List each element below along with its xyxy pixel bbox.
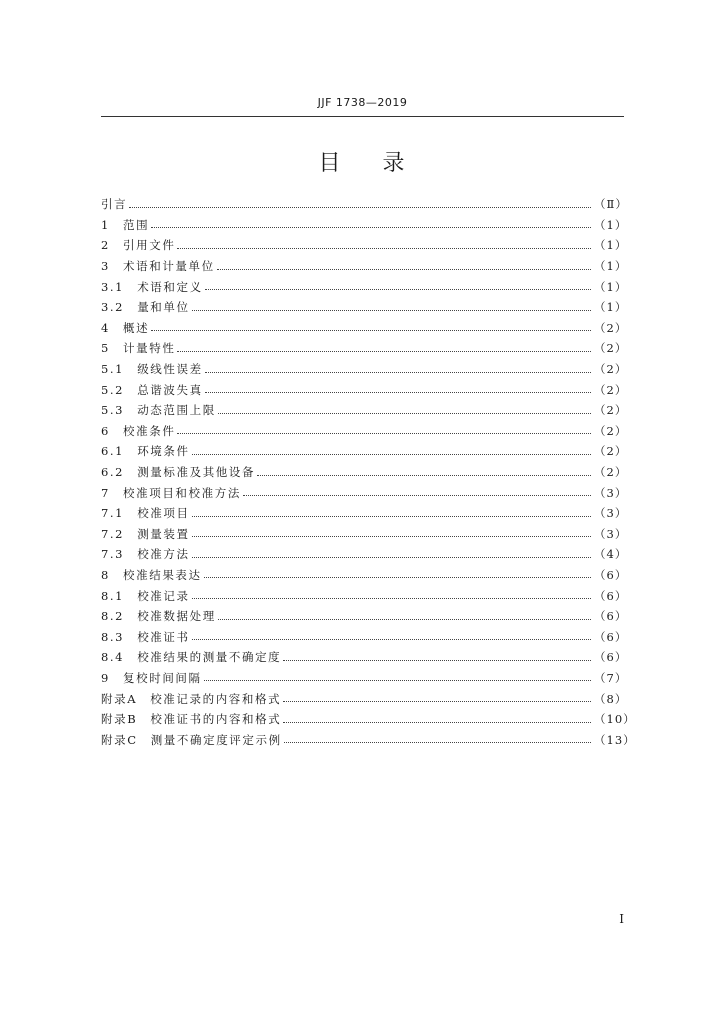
toc-dot-leader — [192, 310, 591, 311]
toc-entry-page: （2） — [594, 403, 628, 418]
toc-dot-leader — [204, 577, 591, 578]
toc-entry-page: （2） — [594, 382, 628, 397]
toc-entry-label: 附录B 校准证书的内容和格式 — [101, 712, 282, 727]
toc-entry-page: （2） — [594, 423, 628, 438]
toc-entry-label: 5 计量特性 — [101, 341, 176, 356]
toc-entry-label: 5.1 级线性误差 — [101, 362, 203, 377]
toc-entry-label: 8.3 校准证书 — [101, 629, 190, 644]
toc-dot-leader — [257, 475, 591, 476]
toc-entry[interactable] — [101, 359, 628, 380]
toc-entry-label: 3 术语和计量单位 — [101, 259, 215, 274]
toc-entry[interactable] — [101, 524, 628, 545]
toc-entry[interactable] — [101, 606, 628, 627]
toc-entry[interactable] — [101, 544, 628, 565]
toc-dot-leader — [283, 722, 591, 723]
toc-entry[interactable] — [101, 256, 628, 277]
toc-entry-label: 6 校准条件 — [101, 423, 176, 438]
page-title — [101, 146, 624, 177]
toc-dot-leader — [205, 372, 591, 373]
toc-entry-label: 8.2 校准数据处理 — [101, 609, 216, 624]
toc-dot-leader — [177, 351, 591, 352]
toc-entry[interactable] — [101, 729, 636, 750]
toc-entry[interactable] — [101, 482, 628, 503]
toc-entry-label: 2 引用文件 — [101, 238, 176, 253]
toc-entry-page: （2） — [594, 444, 628, 459]
toc-entry-page: （1） — [594, 217, 628, 232]
header-divider — [101, 116, 624, 117]
toc-entry-page: （4） — [594, 547, 628, 562]
title-char-left: 目 — [318, 151, 343, 176]
toc-dot-leader — [204, 680, 591, 681]
toc-entry-page: （6） — [594, 588, 628, 603]
toc-entry-page: （2） — [594, 320, 628, 335]
table-of-contents — [101, 194, 636, 750]
toc-entry-label: 1 范围 — [101, 217, 150, 232]
toc-entry[interactable] — [101, 441, 628, 462]
toc-entry[interactable] — [101, 235, 628, 256]
toc-entry-label: 4 概述 — [101, 320, 150, 335]
toc-entry-label: 附录A 校准记录的内容和格式 — [101, 691, 282, 706]
toc-entry[interactable] — [101, 318, 628, 339]
toc-entry[interactable] — [101, 276, 628, 297]
toc-dot-leader — [218, 619, 591, 620]
toc-dot-leader — [177, 433, 591, 434]
toc-dot-leader — [129, 207, 591, 208]
toc-entry[interactable] — [101, 379, 628, 400]
toc-dot-leader — [192, 536, 591, 537]
toc-dot-leader — [151, 330, 591, 331]
toc-dot-leader — [283, 701, 591, 702]
toc-entry-page: （3） — [594, 485, 628, 500]
document-code-header: JJF 1738—2019 — [317, 96, 408, 109]
toc-entry[interactable] — [101, 647, 628, 668]
toc-entry[interactable] — [101, 565, 628, 586]
toc-dot-leader — [192, 598, 591, 599]
toc-entry-page: （13） — [594, 732, 636, 747]
toc-entry-label: 7.1 校准项目 — [101, 506, 190, 521]
toc-entry-label: 7.2 测量装置 — [101, 526, 190, 541]
page-number: Ⅰ — [619, 912, 624, 926]
toc-entry[interactable] — [101, 194, 628, 215]
toc-entry-page: （6） — [594, 609, 628, 624]
toc-entry-page: （6） — [594, 629, 628, 644]
toc-dot-leader — [218, 413, 591, 414]
toc-entry-label: 3.2 量和单位 — [101, 300, 190, 315]
toc-entry-label: 9 复校时间间隔 — [101, 670, 202, 685]
toc-entry[interactable] — [101, 297, 628, 318]
toc-entry-page: （8） — [594, 691, 628, 706]
toc-entry[interactable] — [101, 338, 628, 359]
toc-entry-page: （1） — [594, 238, 628, 253]
toc-entry[interactable] — [101, 709, 636, 730]
toc-entry-label: 引言 — [101, 197, 128, 212]
toc-entry[interactable] — [101, 421, 628, 442]
toc-entry[interactable] — [101, 668, 628, 689]
toc-entry-page: （1） — [594, 259, 628, 274]
toc-entry[interactable] — [101, 585, 628, 606]
toc-entry-page: （Ⅱ） — [594, 197, 628, 212]
toc-entry-label: 8.1 校准记录 — [101, 588, 190, 603]
toc-entry-label: 5.3 动态范围上限 — [101, 403, 216, 418]
toc-entry-page: （1） — [594, 300, 628, 315]
toc-entry-label: 7 校准项目和校准方法 — [101, 485, 241, 500]
toc-entry-page: （2） — [594, 341, 628, 356]
toc-dot-leader — [177, 248, 591, 249]
toc-entry[interactable] — [101, 503, 628, 524]
toc-entry-label: 7.3 校准方法 — [101, 547, 190, 562]
toc-dot-leader — [217, 269, 591, 270]
toc-entry[interactable] — [101, 626, 628, 647]
toc-entry-label: 6.2 测量标准及其他设备 — [101, 465, 256, 480]
toc-entry-label: 5.2 总谐波失真 — [101, 382, 203, 397]
toc-entry[interactable] — [101, 400, 628, 421]
toc-entry-label: 3.1 术语和定义 — [101, 279, 203, 294]
toc-entry-page: （1） — [594, 279, 628, 294]
toc-entry[interactable] — [101, 462, 628, 483]
toc-entry-page: （2） — [594, 465, 628, 480]
toc-entry-page: （3） — [594, 506, 628, 521]
toc-dot-leader — [192, 639, 591, 640]
toc-dot-leader — [192, 454, 591, 455]
toc-dot-leader — [283, 660, 591, 661]
toc-entry-page: （2） — [594, 362, 628, 377]
toc-entry[interactable] — [101, 215, 628, 236]
toc-entry-label: 附录C 测量不确定度评定示例 — [101, 732, 282, 747]
toc-dot-leader — [192, 516, 591, 517]
toc-entry-page: （6） — [594, 567, 628, 582]
toc-entry-label: 6.1 环境条件 — [101, 444, 190, 459]
toc-entry[interactable] — [101, 688, 628, 709]
toc-dot-leader — [205, 289, 591, 290]
toc-entry-page: （10） — [594, 712, 636, 727]
toc-entry-label: 8.4 校准结果的测量不确定度 — [101, 650, 282, 665]
toc-entry-page: （6） — [594, 650, 628, 665]
title-char-right: 录 — [382, 151, 407, 176]
toc-dot-leader — [205, 392, 591, 393]
toc-dot-leader — [151, 227, 591, 228]
toc-entry-page: （7） — [594, 670, 628, 685]
toc-dot-leader — [284, 742, 591, 743]
toc-dot-leader — [192, 557, 591, 558]
toc-entry-label: 8 校准结果表达 — [101, 567, 202, 582]
toc-entry-page: （3） — [594, 526, 628, 541]
toc-dot-leader — [243, 495, 591, 496]
